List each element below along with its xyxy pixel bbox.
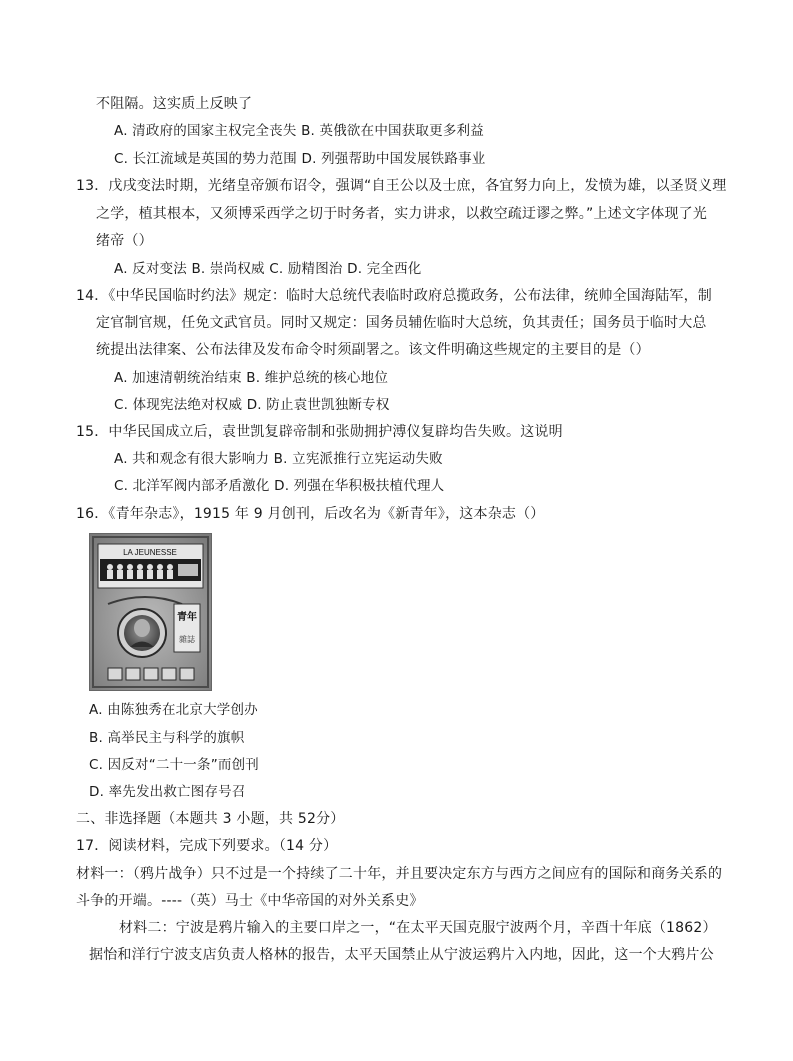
q16-option-b: B. 高举民主与科学的旗帜 <box>89 730 245 746</box>
q13-options: A. 反对变法 B. 崇尚权威 C. 励精图治 D. 完全西化 <box>114 261 422 277</box>
q17-stem: 17．阅读材料，完成下列要求。（14 分） <box>76 838 338 854</box>
section-2-heading: 二、非选择题（本题共 3 小题，共 52分） <box>76 811 345 827</box>
q12-options-cd: C. 长江流域是英国的势力范围 D. 列强帮助中国发展铁路事业 <box>114 151 486 167</box>
q17-material-1-line-2: 斗争的开端。----（英）马士《中华帝国的对外关系史》 <box>76 893 424 909</box>
q12-options-ab: A. 清政府的国家主权完全丧失 B. 英俄欲在中国获取更多利益 <box>114 123 484 139</box>
q15-stem: 15．中华民国成立后，袁世凯复辟帝制和张勋拥护溥仪复辟均告失败。这说明 <box>76 424 563 440</box>
q14-stem-line-3: 统提出法律案、公布法律及发布命令时须副署之。该文件明确这些规定的主要目的是（） <box>96 342 650 358</box>
q12-stem-tail: 不阻隔。这实质上反映了 <box>96 96 253 112</box>
q17-material-2-line-1: 材料二：宁波是鸦片输入的主要口岸之一，“在太平天国克服宁波两个月，辛酉十年底（1862） <box>119 920 717 936</box>
q16-option-d: D. 率先发出救亡图存号召 <box>89 784 246 800</box>
svg-text:青年: 青年 <box>177 612 197 623</box>
q15-options-ab: A. 共和观念有很大影响力 B. 立宪派推行立宪运动失败 <box>114 451 443 467</box>
q17-material-2-line-2: 据怡和洋行宁波支店负责人格林的报告，太平天国禁止从宁波运鸦片入内地，因此，这一个大鸦片公 <box>89 947 714 963</box>
magazine-cover-image <box>89 533 212 691</box>
q17-material-1-line-1: 材料一：（鸦片战争）只不过是一个持续了二十年，并且要决定东方与西方之间应有的国际和商务关系的 <box>76 866 723 882</box>
q16-stem: 16．《青年杂志》，1915 年 9 月创刊，后改名为《新青年》，这本杂志（） <box>76 506 545 522</box>
magazine-banner-text: LA JEUNESSE <box>123 548 177 557</box>
q15-options-cd: C. 北洋军阀内部矛盾激化 D. 列强在华积极扶植代理人 <box>114 478 445 494</box>
q16-option-c: C. 因反对“二十一条”而创刊 <box>89 757 259 773</box>
q14-stem-line-2: 定官制官规，任免文武官员。同时又规定：国务员辅佐临时大总统，负其责任；国务员于临时大总 <box>96 315 707 331</box>
q14-options-ab: A. 加速清朝统治结束 B. 维护总统的核心地位 <box>114 370 389 386</box>
q13-stem-line-3: 绪帝（） <box>96 233 153 249</box>
q13-stem-line-2: 之学，植其根本，又须博采西学之切于时务者，实力讲求，以救空疏迂谬之弊。”上述文字体现了光 <box>96 206 708 222</box>
q16-option-a: A. 由陈独秀在北京大学创办 <box>89 702 258 718</box>
svg-text:雜誌: 雜誌 <box>179 635 195 644</box>
q13-stem-line-1: 13．戊戌变法时期，光绪皇帝颁布诏令，强调“自王公以及士庶，各宜努力向上，发愤为雄，以圣贤义理 <box>76 178 727 194</box>
q14-options-cd: C. 体现宪法绝对权威 D. 防止袁世凯独断专权 <box>114 397 390 413</box>
q14-stem-line-1: 14．《中华民国临时约法》规定：临时大总统代表临时政府总揽政务，公布法律，统帅全国海陆军，制 <box>76 288 713 304</box>
